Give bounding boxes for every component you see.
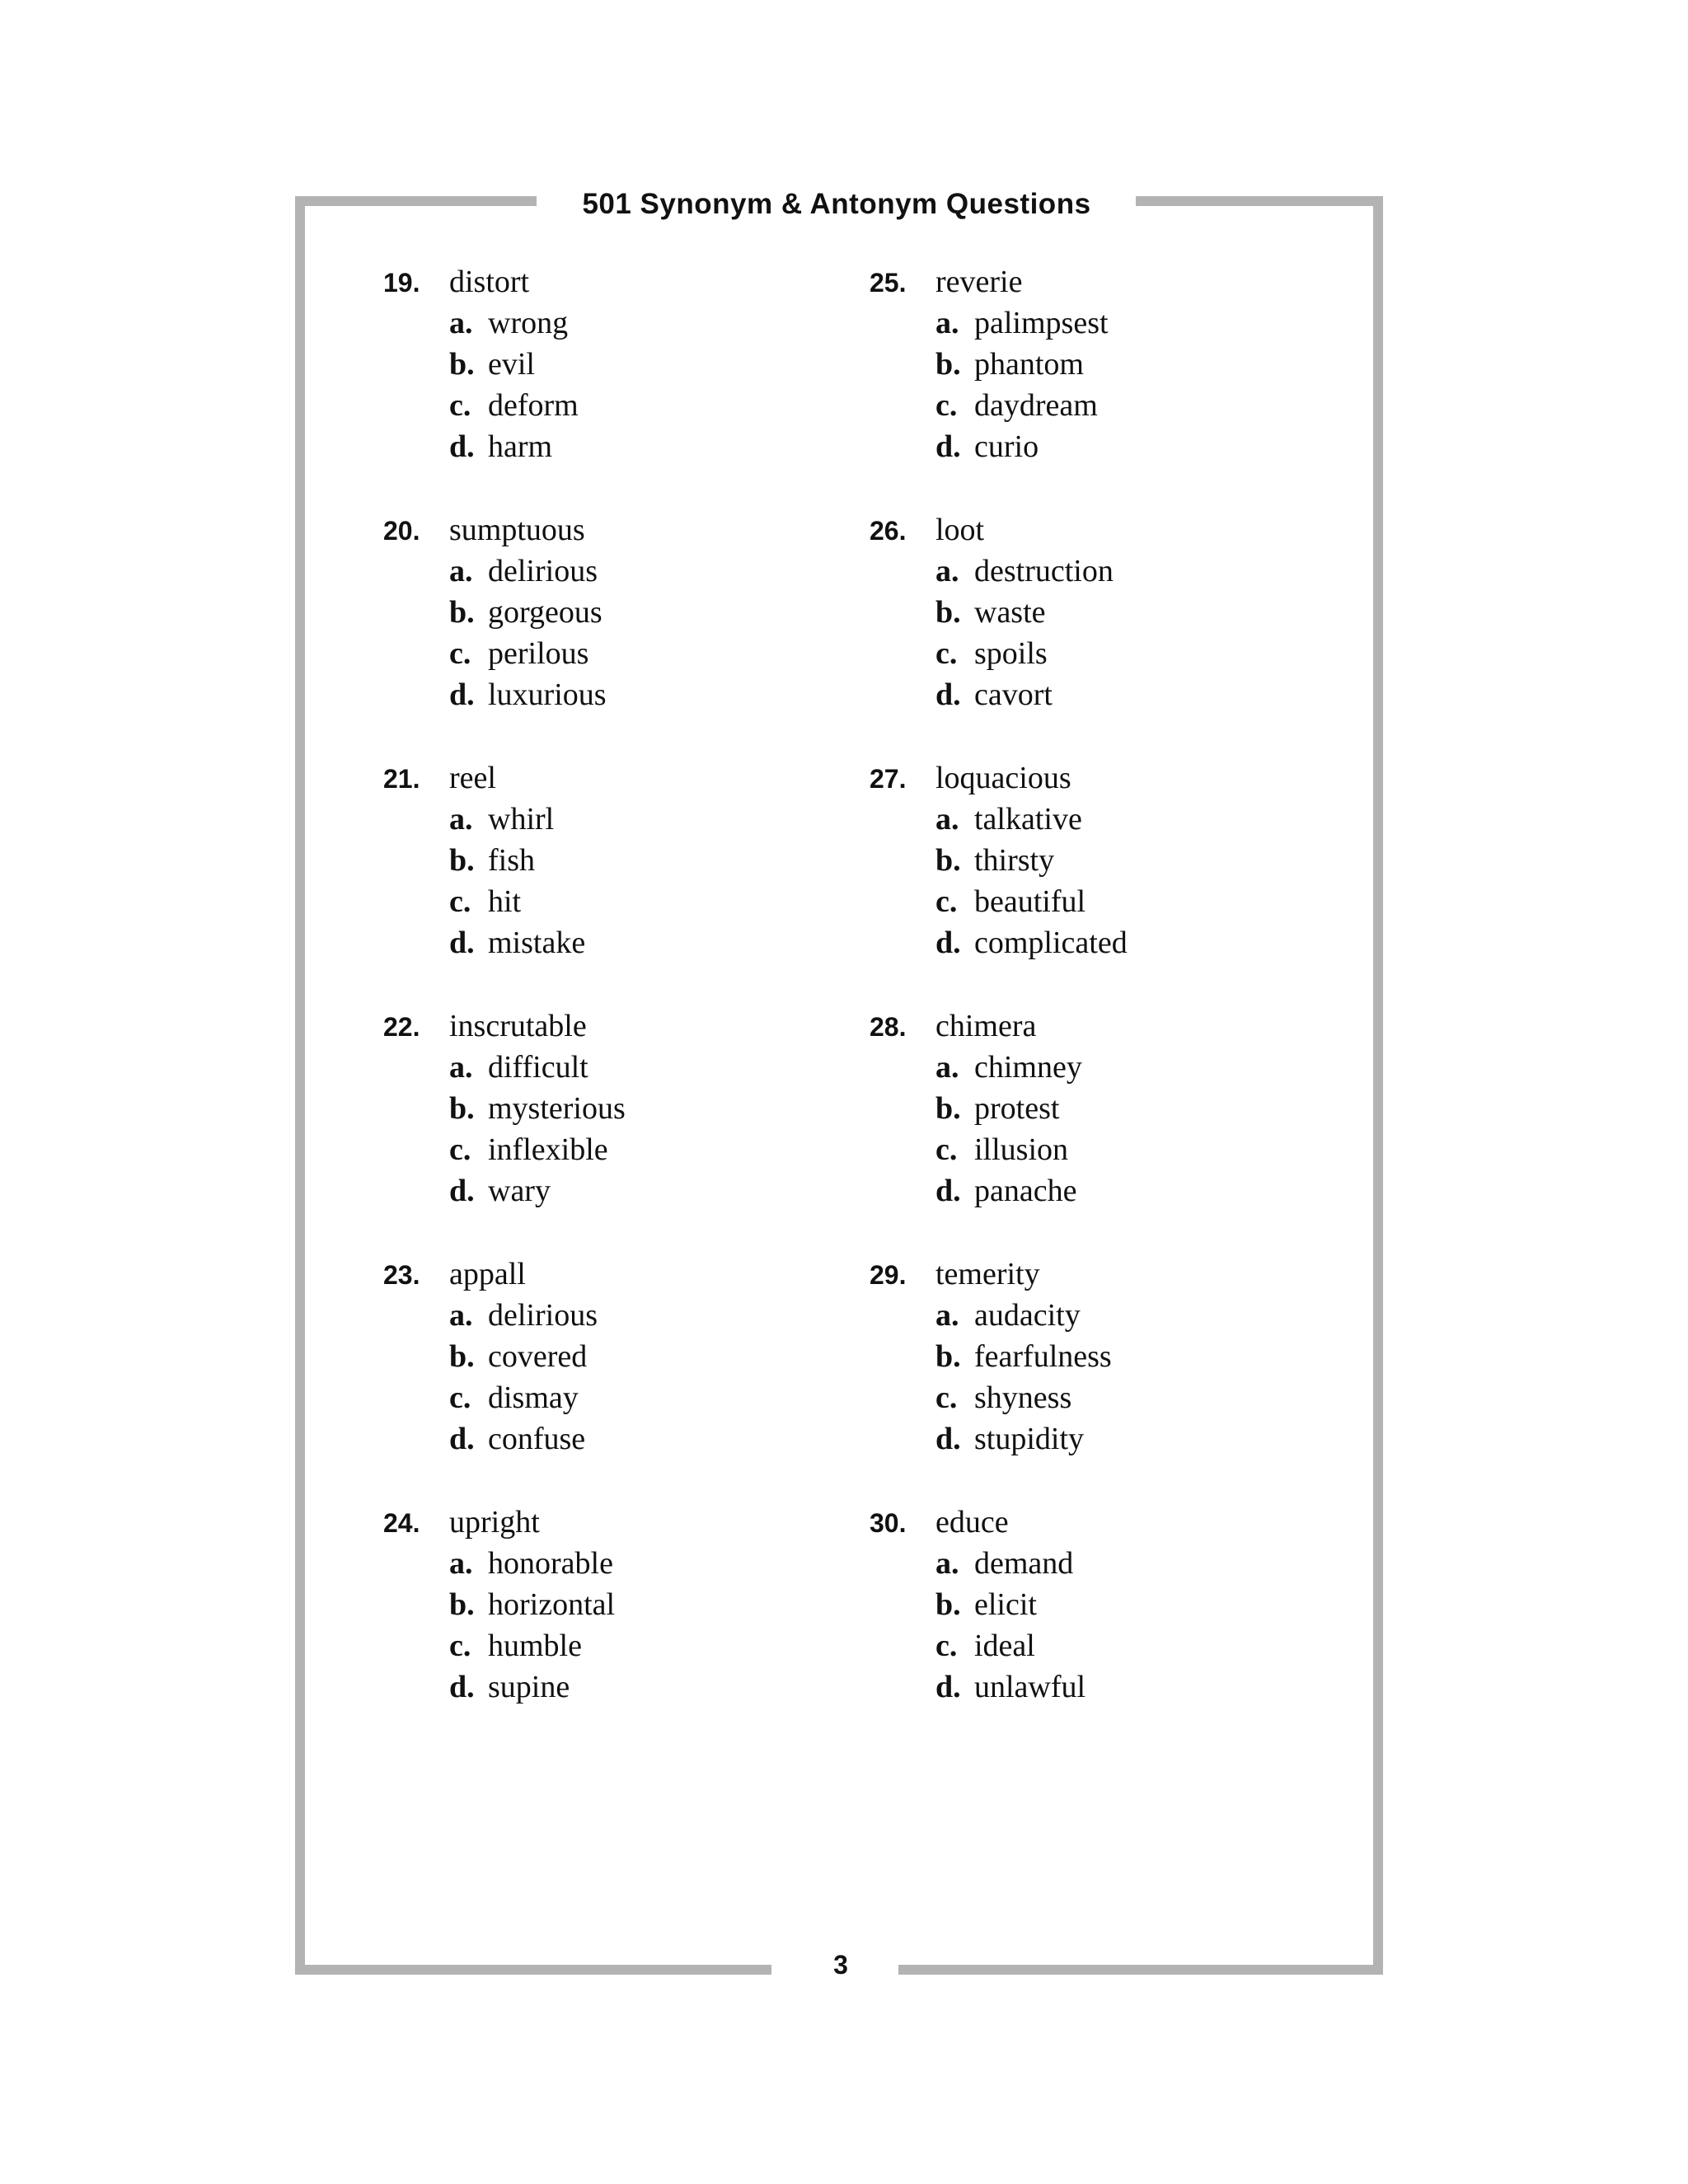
option-letter: d. (935, 429, 961, 464)
answer-option (383, 1380, 626, 1421)
question-item (870, 1256, 1128, 1504)
page-title: 501 Synonym & Antonym Questions (582, 188, 1091, 220)
option-letter: c. (449, 388, 471, 423)
option-text: chimney (974, 1050, 1082, 1085)
option-letter: d. (935, 1422, 961, 1456)
option-letter: a. (935, 802, 959, 837)
question-number: 29. (870, 1260, 907, 1290)
question-header (383, 1256, 626, 1297)
option-text: supine (488, 1670, 570, 1704)
option-text: unlawful (974, 1670, 1086, 1704)
question-header (383, 1504, 626, 1545)
answer-option (870, 305, 1128, 346)
answer-option (870, 553, 1128, 594)
answer-option (870, 387, 1128, 429)
question-item (383, 512, 626, 760)
question-word: inscrutable (449, 1009, 587, 1043)
answer-option (383, 1173, 626, 1214)
answer-option (383, 1586, 626, 1628)
option-text: elicit (974, 1587, 1037, 1622)
question-word: educe (935, 1505, 1009, 1540)
option-letter: a. (935, 1050, 959, 1085)
question-word: loot (935, 513, 985, 547)
answer-option (870, 1586, 1128, 1628)
question-header (870, 264, 1128, 305)
answer-option (870, 1338, 1128, 1380)
frame-left (295, 196, 305, 1975)
option-letter: b. (935, 595, 961, 630)
option-letter: d. (449, 677, 475, 712)
question-number: 27. (870, 764, 907, 794)
option-letter: b. (449, 595, 475, 630)
answer-option (870, 1090, 1128, 1132)
option-text: honorable (488, 1546, 613, 1581)
frame-top-right (1136, 196, 1383, 206)
question-header (870, 512, 1128, 553)
answer-option (383, 1090, 626, 1132)
option-letter: c. (449, 1132, 471, 1167)
answer-option (383, 346, 626, 387)
option-text: wrong (488, 306, 569, 340)
option-letter: c. (935, 884, 958, 919)
option-letter: a. (935, 306, 959, 340)
option-text: complicated (974, 926, 1128, 960)
question-number: 21. (383, 764, 420, 794)
option-letter: d. (935, 677, 961, 712)
answer-option (383, 1545, 626, 1586)
option-text: beautiful (974, 884, 1086, 919)
option-text: waste (974, 595, 1046, 630)
option-text: dismay (488, 1380, 579, 1415)
question-number: 30. (870, 1508, 907, 1538)
answer-option (383, 842, 626, 883)
option-letter: b. (935, 347, 961, 382)
option-text: destruction (974, 554, 1114, 588)
question-number: 26. (870, 516, 907, 546)
option-text: delirious (488, 1298, 598, 1333)
answer-option (870, 1380, 1128, 1421)
option-text: difficult (488, 1050, 588, 1085)
question-header (870, 760, 1128, 801)
question-word: temerity (935, 1257, 1040, 1291)
option-letter: a. (935, 1298, 959, 1333)
answer-option (383, 1628, 626, 1669)
option-letter: a. (449, 554, 473, 588)
option-letter: a. (449, 1298, 473, 1333)
option-text: demand (974, 1546, 1074, 1581)
frame-right (1373, 196, 1383, 1975)
question-item (870, 760, 1128, 1008)
option-text: shyness (974, 1380, 1072, 1415)
answer-option (870, 1132, 1128, 1173)
option-text: palimpsest (974, 306, 1109, 340)
option-text: perilous (488, 636, 589, 671)
answer-option (383, 305, 626, 346)
option-letter: a. (449, 1546, 473, 1581)
answer-option (870, 1049, 1128, 1090)
question-number: 25. (870, 268, 907, 298)
answer-option (870, 1545, 1128, 1586)
option-letter: c. (449, 636, 471, 671)
answer-option (870, 346, 1128, 387)
option-text: cavort (974, 677, 1053, 712)
question-item (383, 1008, 626, 1256)
option-letter: c. (449, 1380, 471, 1415)
question-column-left (383, 264, 626, 1752)
question-header (870, 1256, 1128, 1297)
answer-option (383, 635, 626, 677)
option-text: audacity (974, 1298, 1081, 1333)
answer-option (383, 925, 626, 966)
answer-option (870, 883, 1128, 925)
option-letter: d. (449, 1422, 475, 1456)
question-item (870, 1504, 1128, 1752)
option-letter: b. (449, 347, 475, 382)
question-word: distort (449, 265, 530, 299)
option-text: humble (488, 1629, 582, 1663)
question-header (383, 264, 626, 305)
option-letter: d. (935, 926, 961, 960)
answer-option (870, 677, 1128, 718)
option-letter: d. (935, 1174, 961, 1208)
option-text: curio (974, 429, 1039, 464)
option-letter: c. (449, 884, 471, 919)
option-letter: b. (935, 1339, 961, 1374)
question-word: loquacious (935, 761, 1071, 795)
option-letter: d. (935, 1670, 961, 1704)
question-header (870, 1008, 1128, 1049)
option-text: gorgeous (488, 595, 603, 630)
option-text: delirious (488, 554, 598, 588)
option-letter: c. (935, 1132, 958, 1167)
option-text: wary (488, 1174, 551, 1208)
question-header (383, 512, 626, 553)
answer-option (383, 429, 626, 470)
question-item (383, 1504, 626, 1752)
question-word: appall (449, 1257, 526, 1291)
option-text: mysterious (488, 1091, 626, 1126)
answer-option (870, 635, 1128, 677)
option-letter: b. (935, 1587, 961, 1622)
answer-option (383, 1297, 626, 1338)
question-header (383, 760, 626, 801)
option-text: evil (488, 347, 535, 382)
option-text: covered (488, 1339, 588, 1374)
answer-option (870, 842, 1128, 883)
option-text: protest (974, 1091, 1060, 1126)
question-number: 23. (383, 1260, 420, 1290)
page-number: 3 (833, 1950, 848, 1980)
option-letter: a. (935, 554, 959, 588)
option-letter: b. (935, 843, 961, 878)
question-header (870, 1504, 1128, 1545)
question-word: reverie (935, 265, 1023, 299)
answer-option (383, 801, 626, 842)
answer-option (383, 1049, 626, 1090)
option-text: confuse (488, 1422, 586, 1456)
option-letter: c. (935, 1380, 958, 1415)
option-letter: c. (935, 1629, 958, 1663)
option-letter: b. (449, 1339, 475, 1374)
option-text: deform (488, 388, 579, 423)
option-letter: c. (935, 636, 958, 671)
option-letter: b. (449, 1091, 475, 1126)
option-letter: a. (935, 1546, 959, 1581)
answer-option (870, 429, 1128, 470)
option-text: stupidity (974, 1422, 1085, 1456)
option-letter: a. (449, 802, 473, 837)
question-word: reel (449, 761, 496, 795)
option-text: panache (974, 1174, 1077, 1208)
answer-option (383, 1132, 626, 1173)
option-text: horizontal (488, 1587, 616, 1622)
answer-option (870, 1297, 1128, 1338)
answer-option (383, 387, 626, 429)
question-item (383, 760, 626, 1008)
answer-option (383, 553, 626, 594)
frame-top-left (295, 196, 537, 206)
option-text: whirl (488, 802, 555, 837)
question-word: chimera (935, 1009, 1037, 1043)
question-item (870, 1008, 1128, 1256)
frame-bottom-left (295, 1965, 771, 1975)
option-letter: a. (449, 306, 473, 340)
question-number: 19. (383, 268, 420, 298)
option-text: illusion (974, 1132, 1069, 1167)
answer-option (870, 594, 1128, 635)
answer-option (383, 594, 626, 635)
option-letter: d. (449, 429, 475, 464)
option-letter: c. (449, 1629, 471, 1663)
option-text: daydream (974, 388, 1098, 423)
question-item (870, 264, 1128, 512)
option-text: fish (488, 843, 535, 878)
option-text: ideal (974, 1629, 1035, 1663)
frame-bottom-right (898, 1965, 1383, 1975)
question-word: upright (449, 1505, 540, 1540)
answer-option (383, 677, 626, 718)
option-text: hit (488, 884, 522, 919)
option-letter: b. (935, 1091, 961, 1126)
answer-option (870, 925, 1128, 966)
option-text: harm (488, 429, 553, 464)
option-letter: a. (449, 1050, 473, 1085)
option-text: phantom (974, 347, 1084, 382)
answer-option (383, 1669, 626, 1710)
option-letter: d. (449, 1670, 475, 1704)
question-number: 20. (383, 516, 420, 546)
option-text: spoils (974, 636, 1048, 671)
option-text: inflexible (488, 1132, 608, 1167)
question-item (383, 1256, 626, 1504)
option-text: thirsty (974, 843, 1055, 878)
question-number: 28. (870, 1012, 907, 1042)
question-number: 22. (383, 1012, 420, 1042)
answer-option (383, 1421, 626, 1462)
option-letter: b. (449, 843, 475, 878)
answer-option (870, 1669, 1128, 1710)
option-text: luxurious (488, 677, 607, 712)
answer-option (383, 883, 626, 925)
answer-option (870, 801, 1128, 842)
question-word: sumptuous (449, 513, 585, 547)
option-letter: d. (449, 926, 475, 960)
answer-option (870, 1628, 1128, 1669)
option-letter: d. (449, 1174, 475, 1208)
question-item (383, 264, 626, 512)
question-header (383, 1008, 626, 1049)
answer-option (383, 1338, 626, 1380)
question-column-right (870, 264, 1128, 1752)
answer-option (870, 1421, 1128, 1462)
question-item (870, 512, 1128, 760)
answer-option (870, 1173, 1128, 1214)
option-letter: c. (935, 388, 958, 423)
option-letter: b. (449, 1587, 475, 1622)
option-text: mistake (488, 926, 586, 960)
option-text: talkative (974, 802, 1082, 837)
option-text: fearfulness (974, 1339, 1112, 1374)
question-number: 24. (383, 1508, 420, 1538)
